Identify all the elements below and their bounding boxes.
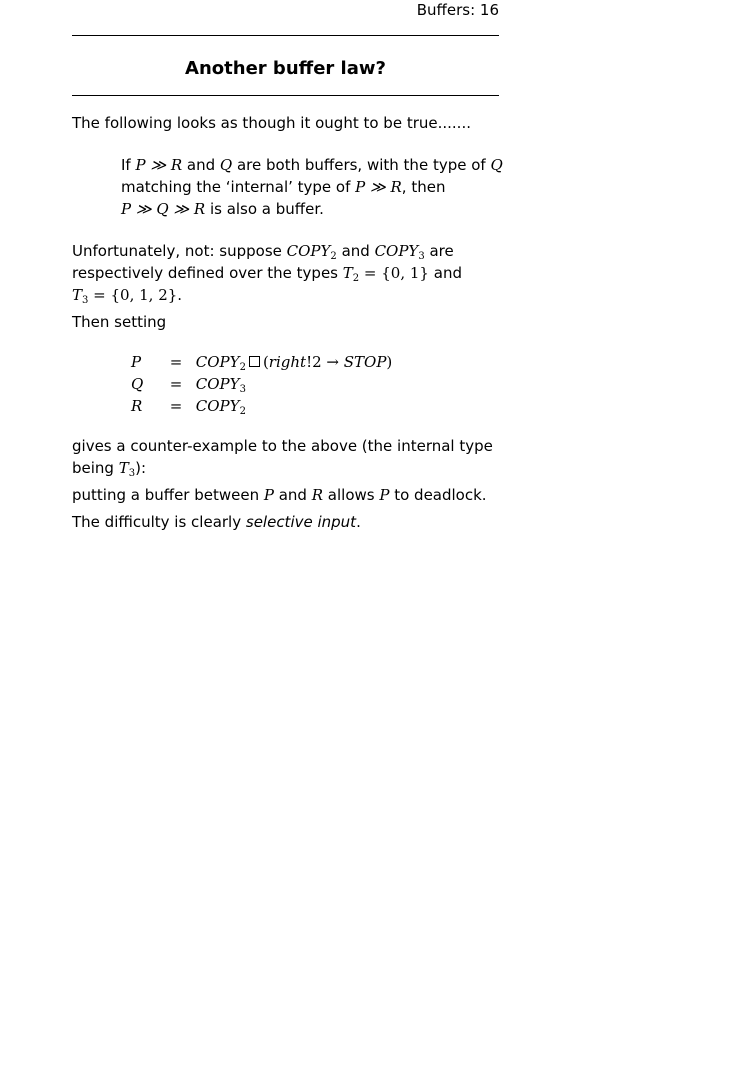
difficulty-text bbox=[72, 511, 512, 533]
eq-lhs: Q bbox=[131, 375, 144, 393]
math: COPY bbox=[286, 242, 331, 260]
title-rule bbox=[72, 95, 499, 96]
eq-lhs: P bbox=[131, 353, 142, 371]
eq-rhs: COPY bbox=[195, 353, 240, 371]
stop-process: STOP bbox=[343, 353, 387, 371]
event: !2 → bbox=[306, 353, 344, 371]
gives-line-1: gives a counter-example to the above (the internal type bbox=[72, 437, 493, 455]
counter-line-1 bbox=[72, 240, 512, 262]
text: If bbox=[121, 156, 136, 174]
eq-lhs: R bbox=[131, 397, 143, 415]
then-setting-text: Then setting bbox=[72, 313, 167, 331]
math: T bbox=[118, 459, 129, 477]
top-rule bbox=[72, 35, 499, 36]
text: putting a buffer between bbox=[72, 486, 264, 504]
subscript: 3 bbox=[128, 468, 136, 479]
text: and bbox=[182, 156, 220, 174]
page-header: Buffers: 16 bbox=[416, 1, 499, 19]
text: , then bbox=[401, 178, 446, 196]
text: . bbox=[356, 513, 361, 531]
gives-line-2 bbox=[72, 457, 512, 479]
eq-op: = bbox=[169, 375, 183, 393]
subscript: 2 bbox=[330, 251, 337, 262]
text: ): bbox=[135, 459, 147, 477]
math: Q bbox=[219, 156, 233, 174]
text: is also a buffer. bbox=[205, 200, 324, 218]
channel: right bbox=[268, 353, 307, 371]
subscript: 3 bbox=[418, 251, 425, 262]
math: P ≫ R bbox=[355, 178, 402, 196]
eq-op: = bbox=[169, 397, 183, 415]
text: are both buffers, with the type of bbox=[232, 156, 491, 174]
math: COPY bbox=[374, 242, 419, 260]
paren: ) bbox=[386, 353, 393, 371]
subscript: 3 bbox=[239, 384, 246, 395]
intro-text: The following looks as though it ought to be true....... bbox=[72, 114, 471, 132]
eq-rhs: COPY bbox=[195, 375, 240, 393]
equation-row bbox=[131, 351, 392, 373]
math: P ≫ Q ≫ R bbox=[121, 200, 206, 218]
slide-title: Another buffer law? bbox=[185, 58, 386, 79]
math: P bbox=[263, 486, 274, 504]
claim-line-3 bbox=[121, 198, 561, 220]
text: to deadlock. bbox=[389, 486, 487, 504]
text: and bbox=[336, 242, 375, 260]
text: allows bbox=[323, 486, 380, 504]
math: R bbox=[311, 486, 324, 504]
text: being bbox=[72, 459, 119, 477]
text: Unfortunately, not: suppose bbox=[72, 242, 287, 260]
subscript: 2 bbox=[239, 406, 246, 417]
text: are bbox=[424, 242, 454, 260]
subscript: 3 bbox=[82, 295, 89, 306]
math: T bbox=[72, 286, 83, 304]
equation-row bbox=[131, 373, 246, 395]
math: T bbox=[342, 264, 353, 282]
text: and bbox=[428, 264, 462, 282]
counter-line-3 bbox=[72, 284, 512, 306]
external-choice-box-icon bbox=[249, 356, 260, 367]
math: = {0, 1} bbox=[359, 264, 429, 282]
eq-rhs: COPY bbox=[195, 397, 240, 415]
claim-line-2 bbox=[121, 176, 561, 198]
equation-row bbox=[131, 395, 246, 417]
subscript: 2 bbox=[239, 362, 246, 373]
math: P ≫ R bbox=[135, 156, 183, 174]
text: respectively defined over the types bbox=[72, 264, 343, 282]
paren: ( bbox=[262, 353, 269, 371]
emphasis: selective input bbox=[245, 513, 357, 531]
math: P bbox=[379, 486, 390, 504]
subscript: 2 bbox=[352, 273, 360, 284]
math: = {0, 1, 2}. bbox=[88, 286, 183, 304]
math: Q bbox=[490, 156, 503, 174]
putting-text bbox=[72, 484, 512, 506]
claim-line-1 bbox=[121, 154, 561, 176]
text: The difficulty is clearly bbox=[72, 513, 246, 531]
text: and bbox=[273, 486, 312, 504]
eq-op: = bbox=[169, 353, 183, 371]
text: matching the ‘internal’ type of bbox=[121, 178, 356, 196]
counter-line-2 bbox=[72, 262, 512, 284]
